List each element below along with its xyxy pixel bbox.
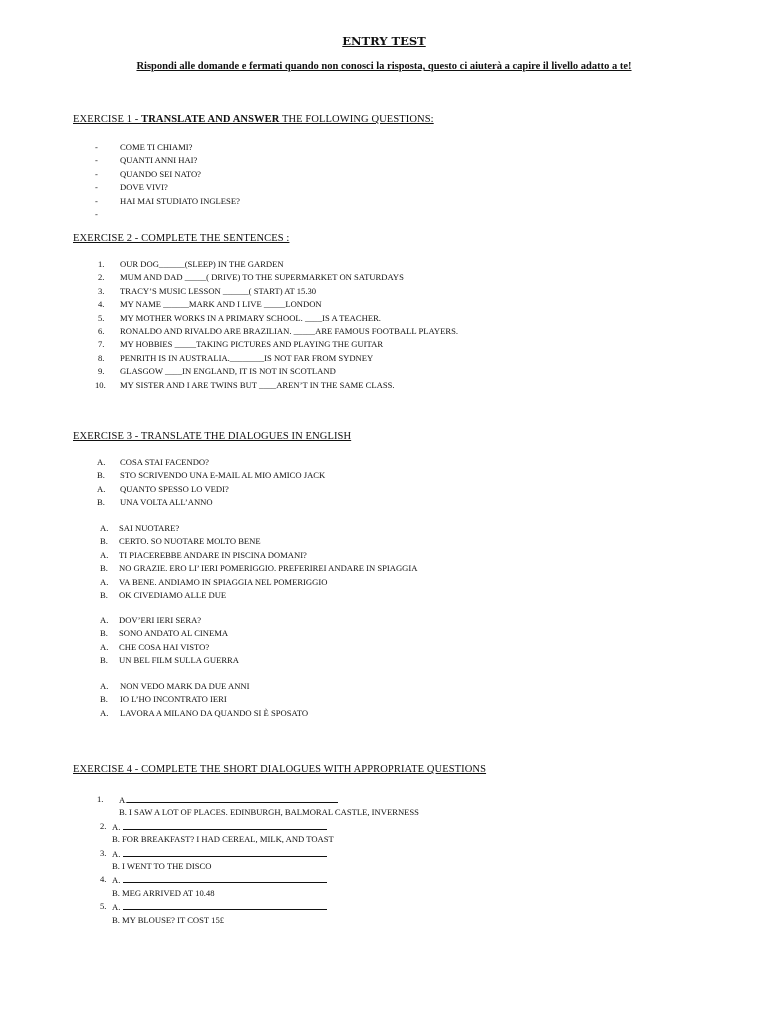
dialogue-line: QUANTO SPESSO LO VEDI?	[120, 483, 229, 494]
speaker-marker: B.	[100, 589, 108, 600]
dash-marker: -	[95, 155, 98, 166]
speaker-a: A.	[112, 902, 121, 913]
speaker-marker: A.	[100, 549, 109, 560]
sentence-text: MUM AND DAD _____( DRIVE) TO THE SUPERMARKET ON SATURDAYS	[120, 272, 404, 283]
speaker-marker: A.	[97, 457, 106, 467]
speaker-marker: B.	[100, 628, 108, 639]
item-number: 1.	[97, 794, 104, 804]
item-number: 4.	[98, 299, 105, 310]
item-number: 2.	[98, 272, 105, 283]
exercise-4-heading: EXERCISE 4 - COMPLETE THE SHORT DIALOGUES WITH APPROPRIATE QUESTIONS	[73, 764, 487, 775]
question-text: QUANDO SEI NATO?	[120, 168, 201, 179]
dialogue-line: NO GRAZIE. ERO LI’ IERI POMERIGGIO. PREFERIREI ANDARE IN SPIAGGIA	[119, 563, 418, 574]
speaker-marker: A.	[100, 615, 109, 625]
question-text: QUANTI ANNI HAI?	[120, 155, 198, 166]
item-number: 2.	[100, 820, 107, 831]
dialogue-line: UNA VOLTA ALL’ANNO	[120, 497, 213, 508]
exercise-1-heading-bold: TRANSLATE AND ANSWER	[141, 114, 280, 125]
question-line	[112, 873, 327, 887]
sentence-text: MY SISTER AND I ARE TWINS BUT ____AREN’T IN THE SAME CLASS.	[120, 379, 395, 390]
dialogue-line: SONO ANDATO AL CINEMA	[119, 628, 229, 639]
dash-marker: -	[95, 182, 98, 193]
dialogue-line: DOV’ERI IERI SERA?	[119, 615, 202, 625]
dialogue-line: LAVORA A MILANO DA QUANDO SI È SPOSATO	[120, 707, 309, 718]
speaker-marker: A.	[100, 523, 109, 533]
speaker-marker: B.	[100, 563, 108, 574]
dialogue-line: OK CIVEDIAMO ALLE DUE	[119, 589, 227, 600]
answer-blank[interactable]	[123, 873, 327, 883]
question-line	[119, 793, 338, 807]
response-line: B. I WENT TO THE DISCO	[112, 860, 212, 871]
page-title: ENTRY TEST	[342, 34, 426, 48]
speaker-marker: A.	[100, 576, 109, 587]
answer-blank[interactable]	[123, 900, 327, 910]
question-line	[112, 820, 327, 834]
sentence-text: MY NAME ______MARK AND I LIVE _____LONDON	[120, 299, 322, 310]
speaker-a: A.	[112, 875, 121, 886]
item-number: 8.	[98, 352, 105, 363]
item-number: 3.	[100, 847, 107, 858]
speaker-marker: A.	[100, 641, 109, 652]
item-number: 9.	[98, 366, 105, 377]
dialogue-line: VA BENE. ANDIAMO IN SPIAGGIA NEL POMERIGGIO	[119, 576, 328, 587]
speaker-a: A.	[112, 821, 121, 832]
exercise-1-heading-suffix: THE FOLLOWING QUESTIONS:	[279, 114, 434, 125]
question-text: HAI MAI STUDIATO INGLESE?	[120, 195, 240, 206]
dialogue-line: IO L’HO INCONTRATO IERI	[120, 694, 227, 705]
item-number: 1.	[98, 259, 105, 269]
exercise-2-heading: EXERCISE 2 - COMPLETE THE SENTENCES :	[73, 233, 290, 244]
exercise-3-heading: EXERCISE 3 - TRANSLATE THE DIALOGUES IN ENGLISH	[73, 431, 352, 442]
exercise-1-heading-prefix: EXERCISE 1 -	[73, 114, 142, 125]
question-text: COME TI CHIAMI?	[120, 142, 193, 152]
dialogue-line: STO SCRIVENDO UNA E-MAIL AL MIO AMICO JACK	[120, 470, 326, 481]
speaker-a: A.	[112, 848, 121, 859]
dash-marker: -	[95, 195, 98, 206]
sentence-text: MY HOBBIES _____TAKING PICTURES AND PLAYING THE GUITAR	[120, 339, 384, 350]
speaker-marker: B.	[97, 497, 105, 508]
item-number: 6.	[98, 325, 105, 336]
sentence-text: PENRITH IS IN AUSTRALIA.________IS NOT FAR FROM SYDNEY	[120, 352, 374, 363]
item-number: 4.	[100, 874, 107, 885]
dialogue-line: UN BEL FILM SULLA GUERRA	[119, 655, 239, 666]
dash-marker: -	[95, 142, 98, 152]
speaker-marker: A.	[100, 707, 109, 718]
sentence-text: GLASGOW ____IN ENGLAND, IT IS NOT IN SCOTLAND	[120, 366, 336, 377]
answer-blank[interactable]	[123, 820, 327, 830]
sentence-text: MY MOTHER WORKS IN A PRIMARY SCHOOL. ____IS A TEACHER.	[120, 312, 381, 323]
response-line: B. MY BLOUSE? IT COST 15£	[112, 914, 225, 925]
dialogue-line: COSA STAI FACENDO?	[120, 457, 209, 467]
item-number: 5.	[98, 312, 105, 323]
item-number: 5.	[100, 901, 107, 912]
instruction-text: Rispondi alle domande e fermati quando non conosci la risposta, questo ci aiuterà a capire il livello adatto a te!	[136, 61, 632, 72]
answer-blank[interactable]	[127, 793, 338, 803]
item-number: 3.	[98, 285, 105, 296]
dash-marker: -	[95, 208, 98, 219]
speaker-marker: B.	[97, 470, 105, 481]
sentence-text: TRACY’S MUSIC LESSON ______( START) AT 15.30	[120, 285, 317, 296]
dash-marker: -	[95, 168, 98, 179]
item-number: 7.	[98, 339, 105, 350]
question-line	[112, 900, 327, 914]
speaker-marker: B.	[100, 655, 108, 666]
dialogue-line: NON VEDO MARK DA DUE ANNI	[120, 681, 250, 691]
question-line	[112, 847, 327, 861]
question-text: DOVE VIVI?	[120, 182, 168, 193]
exercise-1-heading	[73, 114, 434, 125]
response-line: B. FOR BREAKFAST? I HAD CEREAL, MILK, AND TOAST	[112, 834, 334, 845]
speaker-marker: A.	[100, 681, 109, 691]
answer-blank[interactable]	[123, 847, 327, 857]
dialogue-line: CERTO. SO NUOTARE MOLTO BENE	[119, 536, 261, 547]
dialogue-line: CHE COSA HAI VISTO?	[119, 641, 210, 652]
item-number: 10.	[95, 379, 106, 390]
speaker-marker: A.	[97, 483, 106, 494]
sentence-text: RONALDO AND RIVALDO ARE BRAZILIAN. _____ARE FAMOUS FOOTBALL PLAYERS.	[120, 325, 459, 336]
sentence-text: OUR DOG______(SLEEP) IN THE GARDEN	[120, 259, 284, 269]
dialogue-line: TI PIACEREBBE ANDARE IN PISCINA DOMANI?	[119, 549, 307, 560]
speaker-a: A.	[119, 795, 128, 805]
response-line: B. MEG ARRIVED AT 10.48	[112, 887, 215, 898]
speaker-marker: B.	[100, 694, 108, 705]
response-line: B. I SAW A LOT OF PLACES. EDINBURGH, BALMORAL CASTLE, INVERNESS	[119, 807, 419, 818]
speaker-marker: B.	[100, 536, 108, 547]
dialogue-line: SAI NUOTARE?	[119, 523, 180, 533]
